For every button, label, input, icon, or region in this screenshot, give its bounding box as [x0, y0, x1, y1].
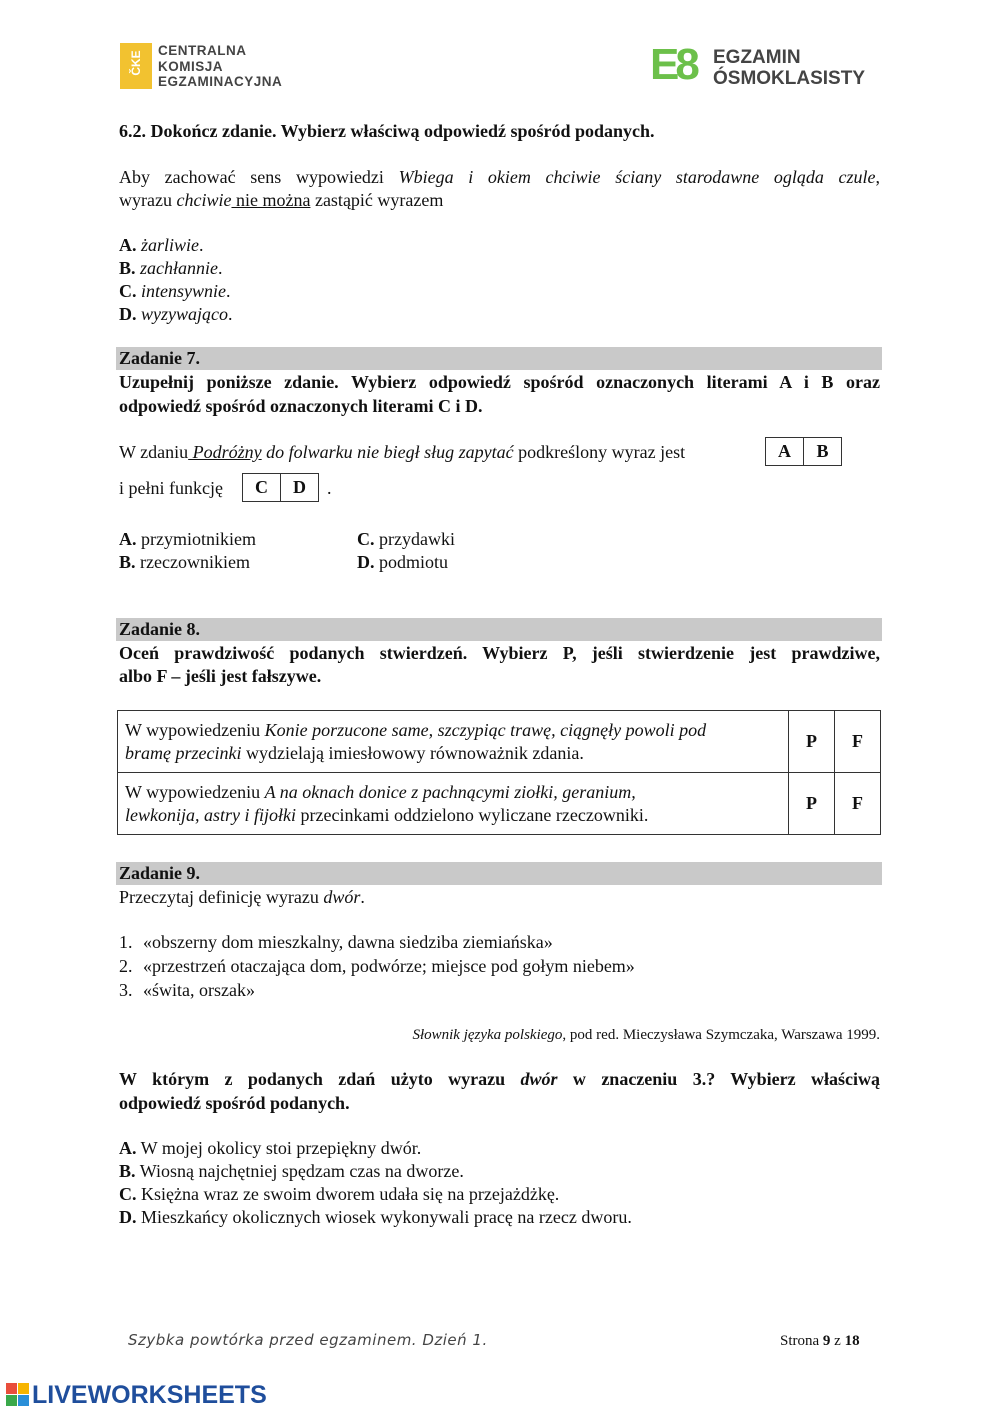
z7-line2-end: .: [327, 478, 332, 498]
z9-intro-end: .: [360, 887, 365, 907]
z8-title-bar: [116, 618, 882, 641]
z9-definition-3: [119, 979, 255, 1002]
option-end: .: [218, 258, 223, 278]
z8-statements-table: [117, 710, 881, 835]
option-text: zachłannie: [140, 258, 219, 278]
z7-line2-text: i pełni funkcję: [119, 478, 223, 498]
option-text: Księżna wraz ze swoim dworem udała się na przejażdżkę.: [136, 1184, 560, 1204]
z8-row2-true-option[interactable]: P: [789, 773, 835, 835]
z9-definition-1: [119, 931, 553, 954]
z7-option-b[interactable]: [119, 551, 250, 574]
option-end: .: [225, 281, 231, 301]
cke-line3: EGZAMINACYJNA: [158, 74, 283, 89]
option-text: intensywnie: [141, 281, 226, 301]
option-text: podmiotu: [374, 552, 449, 572]
cke-logo-mark-text: ČKE: [129, 50, 143, 76]
table-row: [118, 711, 881, 773]
statement-italic-2: lewkonija, astry i fijołki: [125, 805, 296, 825]
z7-sentence: [119, 441, 685, 464]
q62-option-a[interactable]: [119, 234, 204, 257]
page-of: z: [830, 1333, 845, 1349]
z9-question-line1: [119, 1068, 880, 1091]
z7-underlined-word: Podróżny: [188, 442, 262, 462]
z7-line2: [119, 477, 223, 500]
z9-title: Zadanie 9.: [119, 863, 201, 883]
q62-quote: Wbiega i okiem chciwie ściany starodawne ogląda czule: [398, 167, 876, 187]
z9-question-b: w znaczeniu 3.? Wybierz właściwą: [557, 1069, 880, 1089]
z7-instruction-line1: Uzupełnij poniższe zdanie. Wybierz odpowiedź spośród oznaczonych literami A i B oraz: [119, 372, 880, 392]
option-letter: B.: [119, 1161, 136, 1181]
z7-option-c[interactable]: [357, 528, 455, 551]
cke-line2: KOMISJA: [158, 58, 224, 74]
q62-option-b[interactable]: [119, 257, 223, 280]
footer-title: Szybka powtórka przed egzaminem. Dzień 1.: [128, 1331, 488, 1349]
statement-text-a: W wypowiedzeniu: [125, 782, 265, 802]
z7-instruction-line2: odpowiedź spośród oznaczonych literami C i D.: [119, 396, 483, 416]
z9-source-title: Słownik języka polskiego: [412, 1027, 563, 1043]
option-letter: B.: [119, 258, 136, 278]
page-current: 9: [822, 1333, 831, 1349]
option-text: przymiotnikiem: [136, 529, 256, 549]
q62-text-line1: [119, 166, 880, 189]
z7-option-d[interactable]: [357, 551, 448, 574]
option-letter: A.: [119, 529, 137, 549]
option-letter: C.: [357, 529, 375, 549]
option-letter: B.: [119, 552, 136, 572]
z8-instruction-line2: albo F – jeśli jest fałszywe.: [119, 666, 322, 686]
z7-choice-a[interactable]: A: [778, 441, 791, 461]
z8-instruction-line1: Oceń prawdziwość podanych stwierdzeń. Wybierz P, jeśli stwierdzenie jest prawdziwe,: [119, 643, 880, 663]
cke-logo: [120, 43, 300, 91]
z8-statement-1: [118, 711, 789, 773]
z7-sentence-italic: do folwarku nie biegł sług zapytać: [261, 442, 514, 462]
statement-italic-2: bramę przecinki: [125, 743, 242, 763]
cubes-icon: [6, 1383, 30, 1407]
cke-logo-text: [158, 43, 282, 90]
z7-choice-c[interactable]: C: [255, 477, 268, 497]
option-end: .: [199, 235, 204, 255]
z9-question-a: W którym z podanych zdań użyto wyrazu: [119, 1069, 521, 1089]
option-letter: D.: [119, 1207, 137, 1227]
z8-row2-false-option[interactable]: F: [835, 773, 881, 835]
z8-title: Zadanie 8.: [119, 619, 201, 639]
cke-logo-mark: [120, 43, 152, 89]
z9-source: [412, 1025, 880, 1045]
statement-italic-1: A na oknach donice z pachnącymi ziołki, geranium,: [264, 782, 636, 802]
statement-italic-1: Konie porzucone same, szczypiąc trawę, ciągnęły powoli pod: [264, 720, 707, 740]
z9-intro: [119, 886, 365, 909]
q62-text-a: Aby zachować sens wypowiedzi: [119, 167, 399, 187]
z9-option-b[interactable]: [119, 1160, 464, 1183]
z7-sentence-b: podkreślony wyraz jest: [513, 442, 686, 462]
option-letter: D.: [357, 552, 375, 572]
q62-option-c[interactable]: [119, 280, 230, 303]
option-text: Mieszkańcy okolicznych wiosek wykonywali pracę na rzecz dworu.: [136, 1207, 632, 1227]
cke-line1: CENTRALNA: [158, 43, 247, 58]
z8-statement-2: [118, 773, 789, 835]
z9-source-rest: , pod red. Mieczysława Szymczaka, Warszawa 1999.: [562, 1027, 880, 1043]
option-letter: A.: [119, 1138, 137, 1158]
liveworksheets-text: LIVEWORKSHEETS: [32, 1381, 267, 1409]
definition-number: 1.: [119, 932, 133, 952]
option-letter: A.: [119, 235, 137, 255]
option-letter: C.: [119, 1184, 137, 1204]
option-text: Wiosną najchętniej spędzam czas na dworze.: [135, 1161, 464, 1181]
z7-choice-box-cd: [242, 473, 319, 502]
exam-logo-text: [713, 47, 865, 89]
z7-sentence-a: W zdaniu: [119, 442, 189, 462]
z9-definition-2: [119, 955, 635, 978]
exam-line2: ÓSMOKLASISTY: [713, 68, 866, 89]
definition-text: «obszerny dom mieszkalny, dawna siedziba ziemiańska»: [143, 932, 553, 952]
z9-option-d[interactable]: [119, 1206, 632, 1229]
statement-text-b: wydzielają imiesłowowy równoważnik zdania.: [241, 743, 584, 763]
q62-text-b: ,: [875, 167, 881, 187]
z9-question-line2: odpowiedź spośród podanych.: [119, 1093, 350, 1113]
z9-title-bar: [116, 862, 882, 885]
definition-number: 3.: [119, 980, 133, 1000]
option-text: W mojej okolicy stoi przepiękny dwór.: [136, 1138, 422, 1158]
statement-text-a: W wypowiedzeniu: [125, 720, 265, 740]
option-text: przydawki: [374, 529, 455, 549]
q62-negation: nie można: [231, 190, 311, 210]
page-label: Strona: [780, 1333, 823, 1349]
page-total: 18: [844, 1333, 860, 1349]
exam-line1: EGZAMIN: [713, 47, 801, 68]
definition-number: 2.: [119, 956, 133, 976]
z8-row1-true-option[interactable]: P: [789, 711, 835, 773]
z7-option-a[interactable]: [119, 528, 256, 551]
page-number: [780, 1333, 860, 1350]
z7-choice-b[interactable]: B: [803, 438, 841, 465]
e8-logo-mark: E8: [650, 40, 696, 89]
q62-word: chciwie: [176, 190, 232, 210]
q62-text-d: zastąpić wyrazem: [310, 190, 444, 210]
exam-logo: [650, 40, 880, 91]
q62-text-c: wyrazu: [119, 190, 177, 210]
option-end: .: [228, 304, 233, 324]
q62-option-d[interactable]: [119, 303, 233, 326]
option-letter: C.: [119, 281, 137, 301]
option-text: żarliwie: [141, 235, 200, 255]
z7-choice-d[interactable]: D: [280, 474, 318, 501]
option-text: rzeczownikiem: [135, 552, 250, 572]
table-row: [118, 773, 881, 835]
z7-title: Zadanie 7.: [119, 348, 201, 368]
z7-title-bar: [116, 347, 882, 370]
option-letter: D.: [119, 304, 137, 324]
q62-heading: 6.2. Dokończ zdanie. Wybierz właściwą odpowiedź spośród podanych.: [119, 121, 655, 141]
statement-text-b: przecinkami oddzielono wyliczane rzeczowniki.: [295, 805, 649, 825]
z9-intro-a: Przeczytaj definicję wyrazu: [119, 887, 324, 907]
z9-intro-word: dwór: [323, 887, 361, 907]
option-text: wyzywająco: [141, 304, 228, 324]
z9-question-word: dwór: [520, 1069, 558, 1089]
z9-option-c[interactable]: [119, 1183, 559, 1206]
q62-text-line2: [119, 189, 443, 212]
z7-choice-box-ab: [765, 437, 842, 466]
definition-text: «przestrzeń otaczająca dom, podwórze; miejsce pod gołym niebem»: [143, 956, 635, 976]
z9-option-a[interactable]: [119, 1137, 421, 1160]
definition-text: «świta, orszak»: [143, 980, 255, 1000]
z8-row1-false-option[interactable]: F: [835, 711, 881, 773]
